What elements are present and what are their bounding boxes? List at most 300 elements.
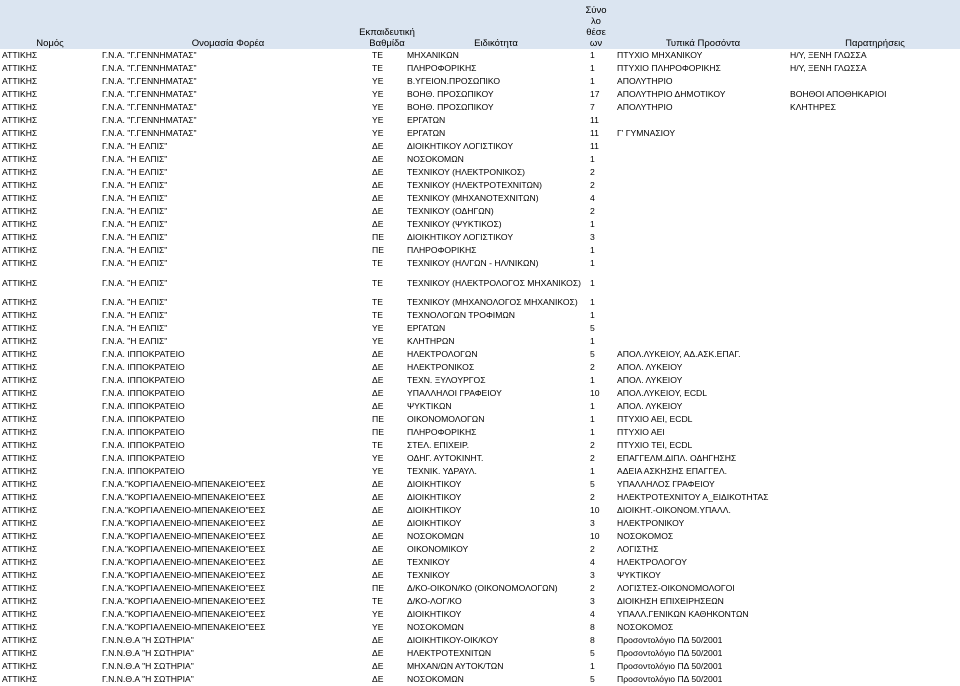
theseis-cell[interactable]: 5 (590, 349, 595, 359)
prosonta-cell[interactable]: ΕΠΑΓΓΕΛΜ.ΔΙΠΛ. ΟΔΗΓΗΣΗΣ (617, 453, 737, 463)
eidikotita-cell[interactable]: ΟΔΗΓ. ΑΥΤΟΚΙΝΗΤ. (407, 453, 484, 463)
nomos-cell[interactable]: ΑΤΤΙΚΗΣ (2, 362, 38, 372)
onomasia-cell[interactable]: Γ.Ν.Α. ΙΠΠΟΚΡΑΤΕΙΟ (102, 414, 185, 424)
vathmida-cell[interactable]: ΔΕ (372, 505, 384, 515)
eidikotita-cell[interactable]: ΤΕΧΝΙΚΟΥ (ΗΛΕΚΤΡΟΤΕΧΝΙΤΩΝ) (407, 180, 542, 190)
table-row (0, 244, 960, 257)
theseis-cell[interactable]: 11 (590, 128, 599, 138)
onomasia-cell[interactable]: Γ.Ν.Α."ΚΟΡΓΙΑΛΕΝΕΙΟ-ΜΠΕΝΑΚΕΙΟ"ΕΕΣ (102, 557, 266, 567)
eidikotita-cell[interactable]: ΥΠΑΛΛΗΛΟΙ ΓΡΑΦΕΙΟΥ (407, 388, 502, 398)
vathmida-cell[interactable]: ΤΕ (372, 596, 383, 606)
onomasia-cell[interactable]: Γ.Ν.Α. "Η ΕΛΠΙΣ" (102, 278, 168, 288)
vathmida-cell[interactable]: ΔΕ (372, 479, 384, 489)
prosonta-cell[interactable]: ΝΟΣΟΚΟΜΟΣ (617, 531, 674, 541)
vathmida-cell[interactable]: ΔΕ (372, 492, 384, 502)
eidikotita-cell[interactable]: ΕΡΓΑΤΩΝ (407, 128, 446, 138)
eidikotita-cell[interactable]: ΔΙΟΙΚΗΤΙΚΟΥ-ΟΙΚ/ΚΟΥ (407, 635, 499, 645)
onomasia-cell[interactable]: Γ.Ν.Α. "Γ.ΓΕΝΝΗΜΑΤΑΣ" (102, 102, 197, 112)
header-theseis (582, 5, 610, 49)
nomos-cell[interactable]: ΑΤΤΙΚΗΣ (2, 479, 38, 489)
theseis-cell[interactable]: 8 (590, 622, 595, 632)
onomasia-cell[interactable]: Γ.Ν.Α. ΙΠΠΟΚΡΑΤΕΙΟ (102, 440, 185, 450)
onomasia-cell[interactable]: Γ.Ν.Α. "Η ΕΛΠΙΣ" (102, 180, 168, 190)
vathmida-cell[interactable]: ΔΕ (372, 362, 384, 372)
onomasia-cell[interactable]: Γ.Ν.Α. "Η ΕΛΠΙΣ" (102, 167, 168, 177)
prosonta-cell[interactable]: ΑΠΟΛ. ΛΥΚΕΙΟΥ (617, 362, 683, 372)
table-row (0, 361, 960, 374)
eidikotita-cell[interactable]: ΤΕΧΝΙΚΟΥ (407, 557, 450, 567)
eidikotita-cell[interactable]: ΔΙΟΙΚΗΤΙΚΟΥ (407, 492, 462, 502)
nomos-cell[interactable]: ΑΤΤΙΚΗΣ (2, 635, 38, 645)
nomos-cell[interactable]: ΑΤΤΙΚΗΣ (2, 661, 38, 671)
theseis-cell[interactable]: 2 (590, 440, 595, 450)
theseis-cell[interactable]: 11 (590, 115, 599, 125)
vathmida-cell[interactable]: ΔΕ (372, 674, 384, 684)
paratiriseis-cell[interactable]: Η/Υ, ΞΕΝΗ ΓΛΩΣΣΑ (790, 50, 867, 60)
onomasia-cell[interactable]: Γ.Ν.Α. ΙΠΠΟΚΡΑΤΕΙΟ (102, 362, 185, 372)
theseis-cell[interactable]: 1 (590, 661, 595, 671)
eidikotita-cell[interactable]: ΟΙΚΟΝΟΜΙΚΟΥ (407, 544, 469, 554)
onomasia-cell[interactable]: Γ.Ν.Α."ΚΟΡΓΙΑΛΕΝΕΙΟ-ΜΠΕΝΑΚΕΙΟ"ΕΕΣ (102, 570, 266, 580)
theseis-cell[interactable]: 10 (590, 505, 600, 515)
nomos-cell[interactable]: ΑΤΤΙΚΗΣ (2, 323, 38, 333)
eidikotita-cell[interactable]: ΨΥΚΤΙΚΩΝ (407, 401, 452, 411)
prosonta-cell[interactable]: ΠΤΥΧΙΟ ΑΕΙ, ECDL (617, 414, 693, 424)
eidikotita-cell[interactable]: Δ/ΚΟ-ΛΟΓ/ΚΟ (407, 596, 462, 606)
prosonta-cell[interactable]: ΠΤΥΧΙΟ ΤΕΙ, ECDL (617, 440, 693, 450)
table-row (0, 218, 960, 231)
theseis-cell[interactable]: 1 (590, 375, 595, 385)
eidikotita-cell[interactable]: ΠΛΗΡΟΦΟΡΙΚΗΣ (407, 427, 477, 437)
theseis-cell[interactable]: 1 (590, 310, 595, 320)
eidikotita-cell[interactable]: ΕΡΓΑΤΩΝ (407, 323, 446, 333)
prosonta-cell[interactable]: Προσοντολόγιο ΠΔ 50/2001 (617, 674, 723, 684)
vathmida-cell[interactable]: ΥΕ (372, 76, 384, 86)
theseis-cell[interactable]: 2 (590, 206, 595, 216)
nomos-cell[interactable]: ΑΤΤΙΚΗΣ (2, 278, 38, 288)
theseis-cell[interactable]: 1 (590, 76, 595, 86)
onomasia-cell[interactable]: Γ.Ν.Α."ΚΟΡΓΙΑΛΕΝΕΙΟ-ΜΠΕΝΑΚΕΙΟ"ΕΕΣ (102, 492, 266, 502)
onomasia-cell[interactable]: Γ.Ν.Α. ΙΠΠΟΚΡΑΤΕΙΟ (102, 453, 185, 463)
vathmida-cell[interactable]: ΔΕ (372, 518, 384, 528)
nomos-cell[interactable]: ΑΤΤΙΚΗΣ (2, 336, 38, 346)
vathmida-cell[interactable]: ΤΕ (372, 258, 383, 268)
nomos-cell[interactable]: ΑΤΤΙΚΗΣ (2, 180, 38, 190)
onomasia-cell[interactable]: Γ.Ν.Α. "Η ΕΛΠΙΣ" (102, 323, 168, 333)
vathmida-cell[interactable]: ΔΕ (372, 375, 384, 385)
theseis-cell[interactable]: 3 (590, 596, 595, 606)
eidikotita-cell[interactable]: ΔΙΟΙΚΗΤΙΚΟΥ (407, 609, 462, 619)
vathmida-cell[interactable]: ΠΕ (372, 583, 384, 593)
table-row (0, 153, 960, 166)
vathmida-cell[interactable]: ΥΕ (372, 336, 384, 346)
vathmida-cell[interactable]: ΔΕ (372, 648, 384, 658)
onomasia-cell[interactable]: Γ.Ν.Α."ΚΟΡΓΙΑΛΕΝΕΙΟ-ΜΠΕΝΑΚΕΙΟ"ΕΕΣ (102, 531, 266, 541)
theseis-cell[interactable]: 2 (590, 583, 595, 593)
prosonta-cell[interactable]: ΗΛΕΚΤΡΟΝΙΚΟΥ (617, 518, 685, 528)
onomasia-cell[interactable]: Γ.Ν.Α. "Η ΕΛΠΙΣ" (102, 310, 168, 320)
table-row (0, 504, 960, 517)
vathmida-cell[interactable]: ΔΕ (372, 349, 384, 359)
eidikotita-cell[interactable]: ΤΕΧΝΙΚΟΥ (407, 570, 450, 580)
onomasia-cell[interactable]: Γ.Ν.Α. "Γ.ΓΕΝΝΗΜΑΤΑΣ" (102, 76, 197, 86)
theseis-cell[interactable]: 4 (590, 609, 595, 619)
onomasia-cell[interactable]: Γ.Ν.Α. "Γ.ΓΕΝΝΗΜΑΤΑΣ" (102, 128, 197, 138)
prosonta-cell[interactable]: Προσοντολόγιο ΠΔ 50/2001 (617, 648, 723, 658)
nomos-cell[interactable]: ΑΤΤΙΚΗΣ (2, 206, 38, 216)
onomasia-cell[interactable]: Γ.Ν.Α. "Η ΕΛΠΙΣ" (102, 193, 168, 203)
paratiriseis-cell[interactable]: ΒΟΗΘΟΙ ΑΠΟΘΗΚΑΡΙΟΙ (790, 89, 887, 99)
onomasia-cell[interactable]: Γ.Ν.Α. "Γ.ΓΕΝΝΗΜΑΤΑΣ" (102, 89, 197, 99)
onomasia-cell[interactable]: Γ.Ν.Α. ΙΠΠΟΚΡΑΤΕΙΟ (102, 349, 185, 359)
nomos-cell[interactable]: ΑΤΤΙΚΗΣ (2, 414, 38, 424)
eidikotita-cell[interactable]: ΒΟΗΘ. ΠΡΟΣΩΠΙΚΟΥ (407, 102, 494, 112)
onomasia-cell[interactable]: Γ.Ν.Α. "Γ.ΓΕΝΝΗΜΑΤΑΣ" (102, 63, 197, 73)
vathmida-cell[interactable]: ΔΕ (372, 219, 384, 229)
theseis-cell[interactable]: 10 (590, 388, 600, 398)
eidikotita-cell[interactable]: ΒΟΗΘ. ΠΡΟΣΩΠΙΚΟΥ (407, 89, 494, 99)
prosonta-cell[interactable]: ΑΠΟΛΥΤΗΡΙΟ (617, 76, 673, 86)
eidikotita-cell[interactable]: ΤΕΧΝ. ΞΥΛΟΥΡΓΟΣ (407, 375, 486, 385)
theseis-cell[interactable]: 7 (590, 102, 595, 112)
onomasia-cell[interactable]: Γ.Ν.Α. "Η ΕΛΠΙΣ" (102, 245, 168, 255)
table-row (0, 478, 960, 491)
vathmida-cell[interactable]: ΔΕ (372, 401, 384, 411)
nomos-cell[interactable]: ΑΤΤΙΚΗΣ (2, 596, 38, 606)
onomasia-cell[interactable]: Γ.Ν.Α. "Γ.ΓΕΝΝΗΜΑΤΑΣ" (102, 115, 197, 125)
vathmida-cell[interactable]: ΠΕ (372, 245, 384, 255)
eidikotita-cell[interactable]: ΟΙΚΟΝΟΜΟΛΟΓΩΝ (407, 414, 485, 424)
nomos-cell[interactable]: ΑΤΤΙΚΗΣ (2, 310, 38, 320)
theseis-cell[interactable]: 1 (590, 336, 595, 346)
onomasia-cell[interactable]: Γ.Ν.Α."ΚΟΡΓΙΑΛΕΝΕΙΟ-ΜΠΕΝΑΚΕΙΟ"ΕΕΣ (102, 609, 266, 619)
theseis-cell[interactable]: 1 (590, 154, 595, 164)
theseis-cell[interactable]: 1 (590, 50, 595, 60)
nomos-cell[interactable]: ΑΤΤΙΚΗΣ (2, 427, 38, 437)
nomos-cell[interactable]: ΑΤΤΙΚΗΣ (2, 570, 38, 580)
table-row (0, 517, 960, 530)
theseis-cell[interactable]: 5 (590, 479, 595, 489)
nomos-cell[interactable]: ΑΤΤΙΚΗΣ (2, 167, 38, 177)
eidikotita-cell[interactable]: Β.ΥΓΕΙΟΝ.ΠΡΟΣΩΠΙΚΟ (407, 76, 501, 86)
theseis-cell[interactable]: 5 (590, 323, 595, 333)
eidikotita-cell[interactable]: ΤΕΧΝΙΚΟΥ (ΟΔΗΓΩΝ) (407, 206, 494, 216)
table-row (0, 62, 960, 75)
table-row (0, 400, 960, 413)
eidikotita-cell[interactable]: ΤΕΧΝΙΚΟΥ (ΜΗΧΑΝΟΤΕΧΝΙΤΩΝ) (407, 193, 539, 203)
eidikotita-cell[interactable]: ΤΕΧΝΙΚΟΥ (ΗΛΕΚΤΡΟΝΙΚΟΣ) (407, 167, 526, 177)
eidikotita-cell[interactable]: ΣΤΕΛ. ΕΠΙΧΕΙΡ. (407, 440, 470, 450)
prosonta-cell[interactable]: ΔΙΟΙΚΗΤ.-ΟΙΚΟΝΟΜ.ΥΠΑΛΛ. (617, 505, 731, 515)
nomos-cell[interactable]: ΑΤΤΙΚΗΣ (2, 297, 38, 307)
vathmida-cell[interactable]: ΥΕ (372, 466, 384, 476)
onomasia-cell[interactable]: Γ.Ν.Α."ΚΟΡΓΙΑΛΕΝΕΙΟ-ΜΠΕΝΑΚΕΙΟ"ΕΕΣ (102, 479, 266, 489)
onomasia-cell[interactable]: Γ.Ν.Ν.Θ.Α "Η ΣΩΤΗΡΙΑ" (102, 674, 194, 684)
table-row (0, 530, 960, 543)
theseis-cell[interactable]: 8 (590, 635, 595, 645)
vathmida-cell[interactable]: ΠΕ (372, 414, 384, 424)
table-row (0, 205, 960, 218)
table-row (0, 114, 960, 127)
vathmida-cell[interactable]: ΥΕ (372, 453, 384, 463)
table-row (0, 647, 960, 660)
header-theseis-line4: ων (589, 38, 603, 49)
theseis-cell[interactable]: 1 (590, 258, 595, 268)
theseis-cell[interactable]: 3 (590, 518, 595, 528)
eidikotita-cell[interactable]: ΕΡΓΑΤΩΝ (407, 115, 446, 125)
eidikotita-cell[interactable]: ΚΛΗΤΗΡΩΝ (407, 336, 455, 346)
theseis-cell[interactable]: 3 (590, 232, 595, 242)
nomos-cell[interactable]: ΑΤΤΙΚΗΣ (2, 193, 38, 203)
onomasia-cell[interactable]: Γ.Ν.Ν.Θ.Α "Η ΣΩΤΗΡΙΑ" (102, 635, 194, 645)
header-vathmida-line2: Βαθμίδα (369, 38, 405, 49)
eidikotita-cell[interactable]: ΗΛΕΚΤΡΟΝΙΚΟΣ (407, 362, 475, 372)
onomasia-cell[interactable]: Γ.Ν.Α."ΚΟΡΓΙΑΛΕΝΕΙΟ-ΜΠΕΝΑΚΕΙΟ"ΕΕΣ (102, 596, 266, 606)
eidikotita-cell[interactable]: ΠΛΗΡΟΦΟΡΙΚΗΣ (407, 245, 477, 255)
vathmida-cell[interactable]: ΥΕ (372, 609, 384, 619)
prosonta-cell[interactable]: Προσοντολόγιο ΠΔ 50/2001 (617, 661, 723, 671)
eidikotita-cell[interactable]: ΝΟΣΟΚΟΜΩΝ (407, 154, 464, 164)
onomasia-cell[interactable]: Γ.Ν.Α. ΙΠΠΟΚΡΑΤΕΙΟ (102, 401, 185, 411)
theseis-cell[interactable]: 1 (590, 63, 595, 73)
prosonta-cell[interactable]: ΝΟΣΟΚΟΜΟΣ (617, 622, 674, 632)
prosonta-cell[interactable]: ΨΥΚΤΙΚΟΥ (617, 570, 661, 580)
onomasia-cell[interactable]: Γ.Ν.Α. "Η ΕΛΠΙΣ" (102, 232, 168, 242)
onomasia-cell[interactable]: Γ.Ν.Α. ΙΠΠΟΚΡΑΤΕΙΟ (102, 388, 185, 398)
prosonta-cell[interactable]: ΑΠΟΛ. ΛΥΚΕΙΟΥ (617, 375, 683, 385)
header-row (0, 0, 960, 49)
header-onomasia: Ονομασία Φορέα (191, 38, 265, 49)
eidikotita-cell[interactable]: ΝΟΣΟΚΟΜΩΝ (407, 531, 464, 541)
onomasia-cell[interactable]: Γ.Ν.Α. ΙΠΠΟΚΡΑΤΕΙΟ (102, 427, 185, 437)
onomasia-cell[interactable]: Γ.Ν.Α. "Γ.ΓΕΝΝΗΜΑΤΑΣ" (102, 50, 197, 60)
eidikotita-cell[interactable]: ΔΙΟΙΚΗΤΙΚΟΥ (407, 479, 462, 489)
eidikotita-cell[interactable]: ΤΕΧΝΙΚΟΥ (ΜΗΧΑΝΟΛΟΓΟΣ ΜΗΧΑΝΙΚΟΣ) (407, 297, 578, 307)
vathmida-cell[interactable]: ΤΕ (372, 297, 383, 307)
nomos-cell[interactable]: ΑΤΤΙΚΗΣ (2, 232, 38, 242)
theseis-cell[interactable]: 2 (590, 167, 595, 177)
table-row (0, 582, 960, 595)
table-row (0, 140, 960, 153)
eidikotita-cell[interactable]: ΠΛΗΡΟΦΟΡΙΚΗΣ (407, 63, 477, 73)
prosonta-cell[interactable]: ΠΤΥΧΙΟ ΑΕΙ (617, 427, 665, 437)
vathmida-cell[interactable]: ΤΕ (372, 50, 383, 60)
vathmida-cell[interactable]: ΔΕ (372, 180, 384, 190)
nomos-cell[interactable]: ΑΤΤΙΚΗΣ (2, 609, 38, 619)
vathmida-cell[interactable]: ΤΕ (372, 63, 383, 73)
paratiriseis-cell[interactable]: ΚΛΗΤΗΡΕΣ (790, 102, 836, 112)
nomos-cell[interactable]: ΑΤΤΙΚΗΣ (2, 375, 38, 385)
theseis-cell[interactable]: 1 (590, 278, 595, 288)
vathmida-cell[interactable]: ΔΕ (372, 635, 384, 645)
table-row (0, 465, 960, 478)
prosonta-cell[interactable]: ΑΠΟΛ.ΛΥΚΕΙΟΥ, ECDL (617, 388, 708, 398)
nomos-cell[interactable]: ΑΤΤΙΚΗΣ (2, 50, 38, 60)
nomos-cell[interactable]: ΑΤΤΙΚΗΣ (2, 492, 38, 502)
nomos-cell[interactable]: ΑΤΤΙΚΗΣ (2, 674, 38, 684)
eidikotita-cell[interactable]: ΗΛΕΚΤΡΟΛΟΓΩΝ (407, 349, 478, 359)
nomos-cell[interactable]: ΑΤΤΙΚΗΣ (2, 518, 38, 528)
nomos-cell[interactable]: ΑΤΤΙΚΗΣ (2, 531, 38, 541)
onomasia-cell[interactable]: Γ.Ν.Α. "Η ΕΛΠΙΣ" (102, 258, 168, 268)
prosonta-cell[interactable]: ΥΠΑΛΛΗΛΟΣ ΓΡΑΦΕΙΟΥ (617, 479, 715, 489)
nomos-cell[interactable]: ΑΤΤΙΚΗΣ (2, 544, 38, 554)
prosonta-cell[interactable]: ΑΔΕΙΑ ΑΣΚΗΣΗΣ ΕΠΑΓΓΕΛ. (617, 466, 727, 476)
onomasia-cell[interactable]: Γ.Ν.Α."ΚΟΡΓΙΑΛΕΝΕΙΟ-ΜΠΕΝΑΚΕΙΟ"ΕΕΣ (102, 544, 266, 554)
onomasia-cell[interactable]: Γ.Ν.Α."ΚΟΡΓΙΑΛΕΝΕΙΟ-ΜΠΕΝΑΚΕΙΟ"ΕΕΣ (102, 505, 266, 515)
theseis-cell[interactable]: 5 (590, 648, 595, 658)
prosonta-cell[interactable]: ΠΤΥΧΙΟ ΜΗΧΑΝΙΚΟΥ (617, 50, 703, 60)
nomos-cell[interactable]: ΑΤΤΙΚΗΣ (2, 505, 38, 515)
eidikotita-cell[interactable]: ΜΗΧΑΝΙΚΩΝ (407, 50, 459, 60)
onomasia-cell[interactable]: Γ.Ν.Α. "Η ΕΛΠΙΣ" (102, 297, 168, 307)
nomos-cell[interactable]: ΑΤΤΙΚΗΣ (2, 622, 38, 632)
vathmida-cell[interactable]: ΔΕ (372, 388, 384, 398)
table-row (0, 179, 960, 192)
theseis-cell[interactable]: 4 (590, 557, 595, 567)
vathmida-cell[interactable]: ΤΕ (372, 310, 383, 320)
nomos-cell[interactable]: ΑΤΤΙΚΗΣ (2, 388, 38, 398)
onomasia-cell[interactable]: Γ.Ν.Α. "Η ΕΛΠΙΣ" (102, 206, 168, 216)
onomasia-cell[interactable]: Γ.Ν.Ν.Θ.Α "Η ΣΩΤΗΡΙΑ" (102, 648, 194, 658)
nomos-cell[interactable]: ΑΤΤΙΚΗΣ (2, 466, 38, 476)
vathmida-cell[interactable]: ΔΕ (372, 557, 384, 567)
vathmida-cell[interactable]: ΔΕ (372, 154, 384, 164)
eidikotita-cell[interactable]: ΝΟΣΟΚΟΜΩΝ (407, 622, 464, 632)
nomos-cell[interactable]: ΑΤΤΙΚΗΣ (2, 128, 38, 138)
table-row (0, 231, 960, 244)
theseis-cell[interactable]: 2 (590, 544, 595, 554)
prosonta-cell[interactable]: ΑΠΟΛΥΤΗΡΙΟ (617, 102, 673, 112)
vathmida-cell[interactable]: ΔΕ (372, 570, 384, 580)
theseis-cell[interactable]: 2 (590, 492, 595, 502)
nomos-cell[interactable]: ΑΤΤΙΚΗΣ (2, 557, 38, 567)
onomasia-cell[interactable]: Γ.Ν.Α. "Η ΕΛΠΙΣ" (102, 219, 168, 229)
nomos-cell[interactable]: ΑΤΤΙΚΗΣ (2, 349, 38, 359)
prosonta-cell[interactable]: Γ' ΓΥΜΝΑΣΙΟΥ (617, 128, 676, 138)
prosonta-cell[interactable]: ΔΙΟΙΚΗΣΗ ΕΠΙΧΕΙΡΗΣΕΩΝ (617, 596, 724, 606)
vathmida-cell[interactable]: ΥΕ (372, 102, 384, 112)
theseis-cell[interactable]: 5 (590, 674, 595, 684)
eidikotita-cell[interactable]: ΤΕΧΝΙΚΟΥ (ΨΥΚΤΙΚΟΣ) (407, 219, 502, 229)
nomos-cell[interactable]: ΑΤΤΙΚΗΣ (2, 245, 38, 255)
nomos-cell[interactable]: ΑΤΤΙΚΗΣ (2, 102, 38, 112)
nomos-cell[interactable]: ΑΤΤΙΚΗΣ (2, 89, 38, 99)
onomasia-cell[interactable]: Γ.Ν.Α."ΚΟΡΓΙΑΛΕΝΕΙΟ-ΜΠΕΝΑΚΕΙΟ"ΕΕΣ (102, 622, 266, 632)
prosonta-cell[interactable]: ΗΛΕΚΤΡΟΛΟΓΟΥ (617, 557, 688, 567)
eidikotita-cell[interactable]: ΗΛΕΚΤΡΟΤΕΧΝΙΤΩΝ (407, 648, 492, 658)
vathmida-cell[interactable]: ΥΕ (372, 323, 384, 333)
prosonta-cell[interactable]: ΥΠΑΛΛ.ΓΕΝΙΚΩΝ ΚΑΘΗΚΟΝΤΩΝ (617, 609, 749, 619)
theseis-cell[interactable]: 1 (590, 466, 595, 476)
nomos-cell[interactable]: ΑΤΤΙΚΗΣ (2, 258, 38, 268)
nomos-cell[interactable]: ΑΤΤΙΚΗΣ (2, 76, 38, 86)
vathmida-cell[interactable]: ΥΕ (372, 89, 384, 99)
vathmida-cell[interactable]: ΥΕ (372, 115, 384, 125)
eidikotita-cell[interactable]: ΤΕΧΝΙΚΟΥ (ΗΛ/ΓΩΝ - ΗΛ/ΝΙΚΩΝ) (407, 258, 539, 268)
theseis-cell[interactable]: 1 (590, 414, 595, 424)
prosonta-cell[interactable]: ΛΟΓΙΣΤΕΣ-ΟΙΚΟΝΟΜΟΛΟΓΟΙ (617, 583, 735, 593)
prosonta-cell[interactable]: ΠΤΥΧΙΟ ΠΛΗΡΟΦΟΡΙΚΗΣ (617, 63, 721, 73)
onomasia-cell[interactable]: Γ.Ν.Α. "Η ΕΛΠΙΣ" (102, 154, 168, 164)
onomasia-cell[interactable]: Γ.Ν.Α. "Η ΕΛΠΙΣ" (102, 336, 168, 346)
nomos-cell[interactable]: ΑΤΤΙΚΗΣ (2, 401, 38, 411)
theseis-cell[interactable]: 2 (590, 362, 595, 372)
onomasia-cell[interactable]: Γ.Ν.Α. "Η ΕΛΠΙΣ" (102, 141, 168, 151)
prosonta-cell[interactable]: ΑΠΟΛΥΤΗΡΙΟ ΔΗΜΟΤΙΚΟΥ (617, 89, 726, 99)
prosonta-cell[interactable]: ΑΠΟΛ. ΛΥΚΕΙΟΥ (617, 401, 683, 411)
vathmida-cell[interactable]: ΔΕ (372, 167, 384, 177)
vathmida-cell[interactable]: ΤΕ (372, 440, 383, 450)
nomos-cell[interactable]: ΑΤΤΙΚΗΣ (2, 648, 38, 658)
onomasia-cell[interactable]: Γ.Ν.Ν.Θ.Α "Η ΣΩΤΗΡΙΑ" (102, 661, 194, 671)
theseis-cell[interactable]: 2 (590, 453, 595, 463)
theseis-cell[interactable]: 10 (590, 531, 600, 541)
prosonta-cell[interactable]: ΑΠΟΛ.ΛΥΚΕΙΟΥ, ΑΔ.ΑΣΚ.ΕΠΑΓ. (617, 349, 741, 359)
vathmida-cell[interactable]: ΔΕ (372, 206, 384, 216)
vathmida-cell[interactable]: ΥΕ (372, 128, 384, 138)
theseis-cell[interactable]: 1 (590, 245, 595, 255)
vathmida-cell[interactable]: ΔΕ (372, 141, 384, 151)
eidikotita-cell[interactable]: ΔΙΟΙΚΗΤΙΚΟΥ ΛΟΓΙΣΤΙΚΟΥ (407, 141, 514, 151)
eidikotita-cell[interactable]: ΔΙΟΙΚΗΤΙΚΟΥ (407, 505, 462, 515)
prosonta-cell[interactable]: ΛΟΓΙΣΤΗΣ (617, 544, 659, 554)
eidikotita-cell[interactable]: ΔΙΟΙΚΗΤΙΚΟΥ (407, 518, 462, 528)
theseis-cell[interactable]: 1 (590, 219, 595, 229)
table-row (0, 335, 960, 348)
onomasia-cell[interactable]: Γ.Ν.Α. ΙΠΠΟΚΡΑΤΕΙΟ (102, 375, 185, 385)
eidikotita-cell[interactable]: Δ/ΚΟ-ΟΙΚΟΝ/ΚΟ (ΟΙΚΟΝΟΜΟΛΟΓΩΝ) (407, 583, 558, 593)
nomos-cell[interactable]: ΑΤΤΙΚΗΣ (2, 583, 38, 593)
eidikotita-cell[interactable]: ΤΕΧΝΙΚ. ΥΔΡΑΥΛ. (407, 466, 477, 476)
theseis-cell[interactable]: 11 (590, 141, 599, 151)
eidikotita-cell[interactable]: ΝΟΣΟΚΟΜΩΝ (407, 674, 464, 684)
onomasia-cell[interactable]: Γ.Ν.Α."ΚΟΡΓΙΑΛΕΝΕΙΟ-ΜΠΕΝΑΚΕΙΟ"ΕΕΣ (102, 583, 266, 593)
prosonta-cell[interactable]: ΗΛΕΚΤΡΟΤΕΧΝΙΤΟΥ Α_ΕΙΔΙΚΟΤΗΤΑΣ (617, 492, 769, 502)
theseis-cell[interactable]: 1 (590, 401, 595, 411)
theseis-cell[interactable]: 4 (590, 193, 595, 203)
nomos-cell[interactable]: ΑΤΤΙΚΗΣ (2, 115, 38, 125)
theseis-cell[interactable]: 3 (590, 570, 595, 580)
onomasia-cell[interactable]: Γ.Ν.Α."ΚΟΡΓΙΑΛΕΝΕΙΟ-ΜΠΕΝΑΚΕΙΟ"ΕΕΣ (102, 518, 266, 528)
vathmida-cell[interactable]: ΥΕ (372, 622, 384, 632)
onomasia-cell[interactable]: Γ.Ν.Α. ΙΠΠΟΚΡΑΤΕΙΟ (102, 466, 185, 476)
eidikotita-cell[interactable]: ΤΕΧΝΟΛΟΓΩΝ ΤΡΟΦΙΜΩΝ (407, 310, 515, 320)
vathmida-cell[interactable]: ΔΕ (372, 544, 384, 554)
vathmida-cell[interactable]: ΔΕ (372, 531, 384, 541)
vathmida-cell[interactable]: ΤΕ (372, 278, 383, 288)
theseis-cell[interactable]: 17 (590, 89, 600, 99)
vathmida-cell[interactable]: ΠΕ (372, 232, 384, 242)
nomos-cell[interactable]: ΑΤΤΙΚΗΣ (2, 63, 38, 73)
nomos-cell[interactable]: ΑΤΤΙΚΗΣ (2, 154, 38, 164)
nomos-cell[interactable]: ΑΤΤΙΚΗΣ (2, 141, 38, 151)
theseis-cell[interactable]: 1 (590, 427, 595, 437)
vathmida-cell[interactable]: ΠΕ (372, 427, 384, 437)
vathmida-cell[interactable]: ΔΕ (372, 661, 384, 671)
nomos-cell[interactable]: ΑΤΤΙΚΗΣ (2, 219, 38, 229)
eidikotita-cell[interactable]: ΤΕΧΝΙΚΟΥ (ΗΛΕΚΤΡΟΛΟΓΟΣ ΜΗΧΑΝΙΚΟΣ) (407, 278, 582, 288)
theseis-cell[interactable]: 2 (590, 180, 595, 190)
eidikotita-cell[interactable]: ΔΙΟΙΚΗΤΙΚΟΥ ΛΟΓΙΣΤΙΚΟΥ (407, 232, 514, 242)
prosonta-cell[interactable]: Προσοντολόγιο ΠΔ 50/2001 (617, 635, 723, 645)
nomos-cell[interactable]: ΑΤΤΙΚΗΣ (2, 440, 38, 450)
nomos-cell[interactable]: ΑΤΤΙΚΗΣ (2, 453, 38, 463)
paratiriseis-cell[interactable]: Η/Υ, ΞΕΝΗ ΓΛΩΣΣΑ (790, 63, 867, 73)
theseis-cell[interactable]: 1 (590, 297, 595, 307)
vathmida-cell[interactable]: ΔΕ (372, 193, 384, 203)
eidikotita-cell[interactable]: ΜΗΧΑΝ/ΩΝ ΑΥΤΟΚ/ΤΩΝ (407, 661, 504, 671)
